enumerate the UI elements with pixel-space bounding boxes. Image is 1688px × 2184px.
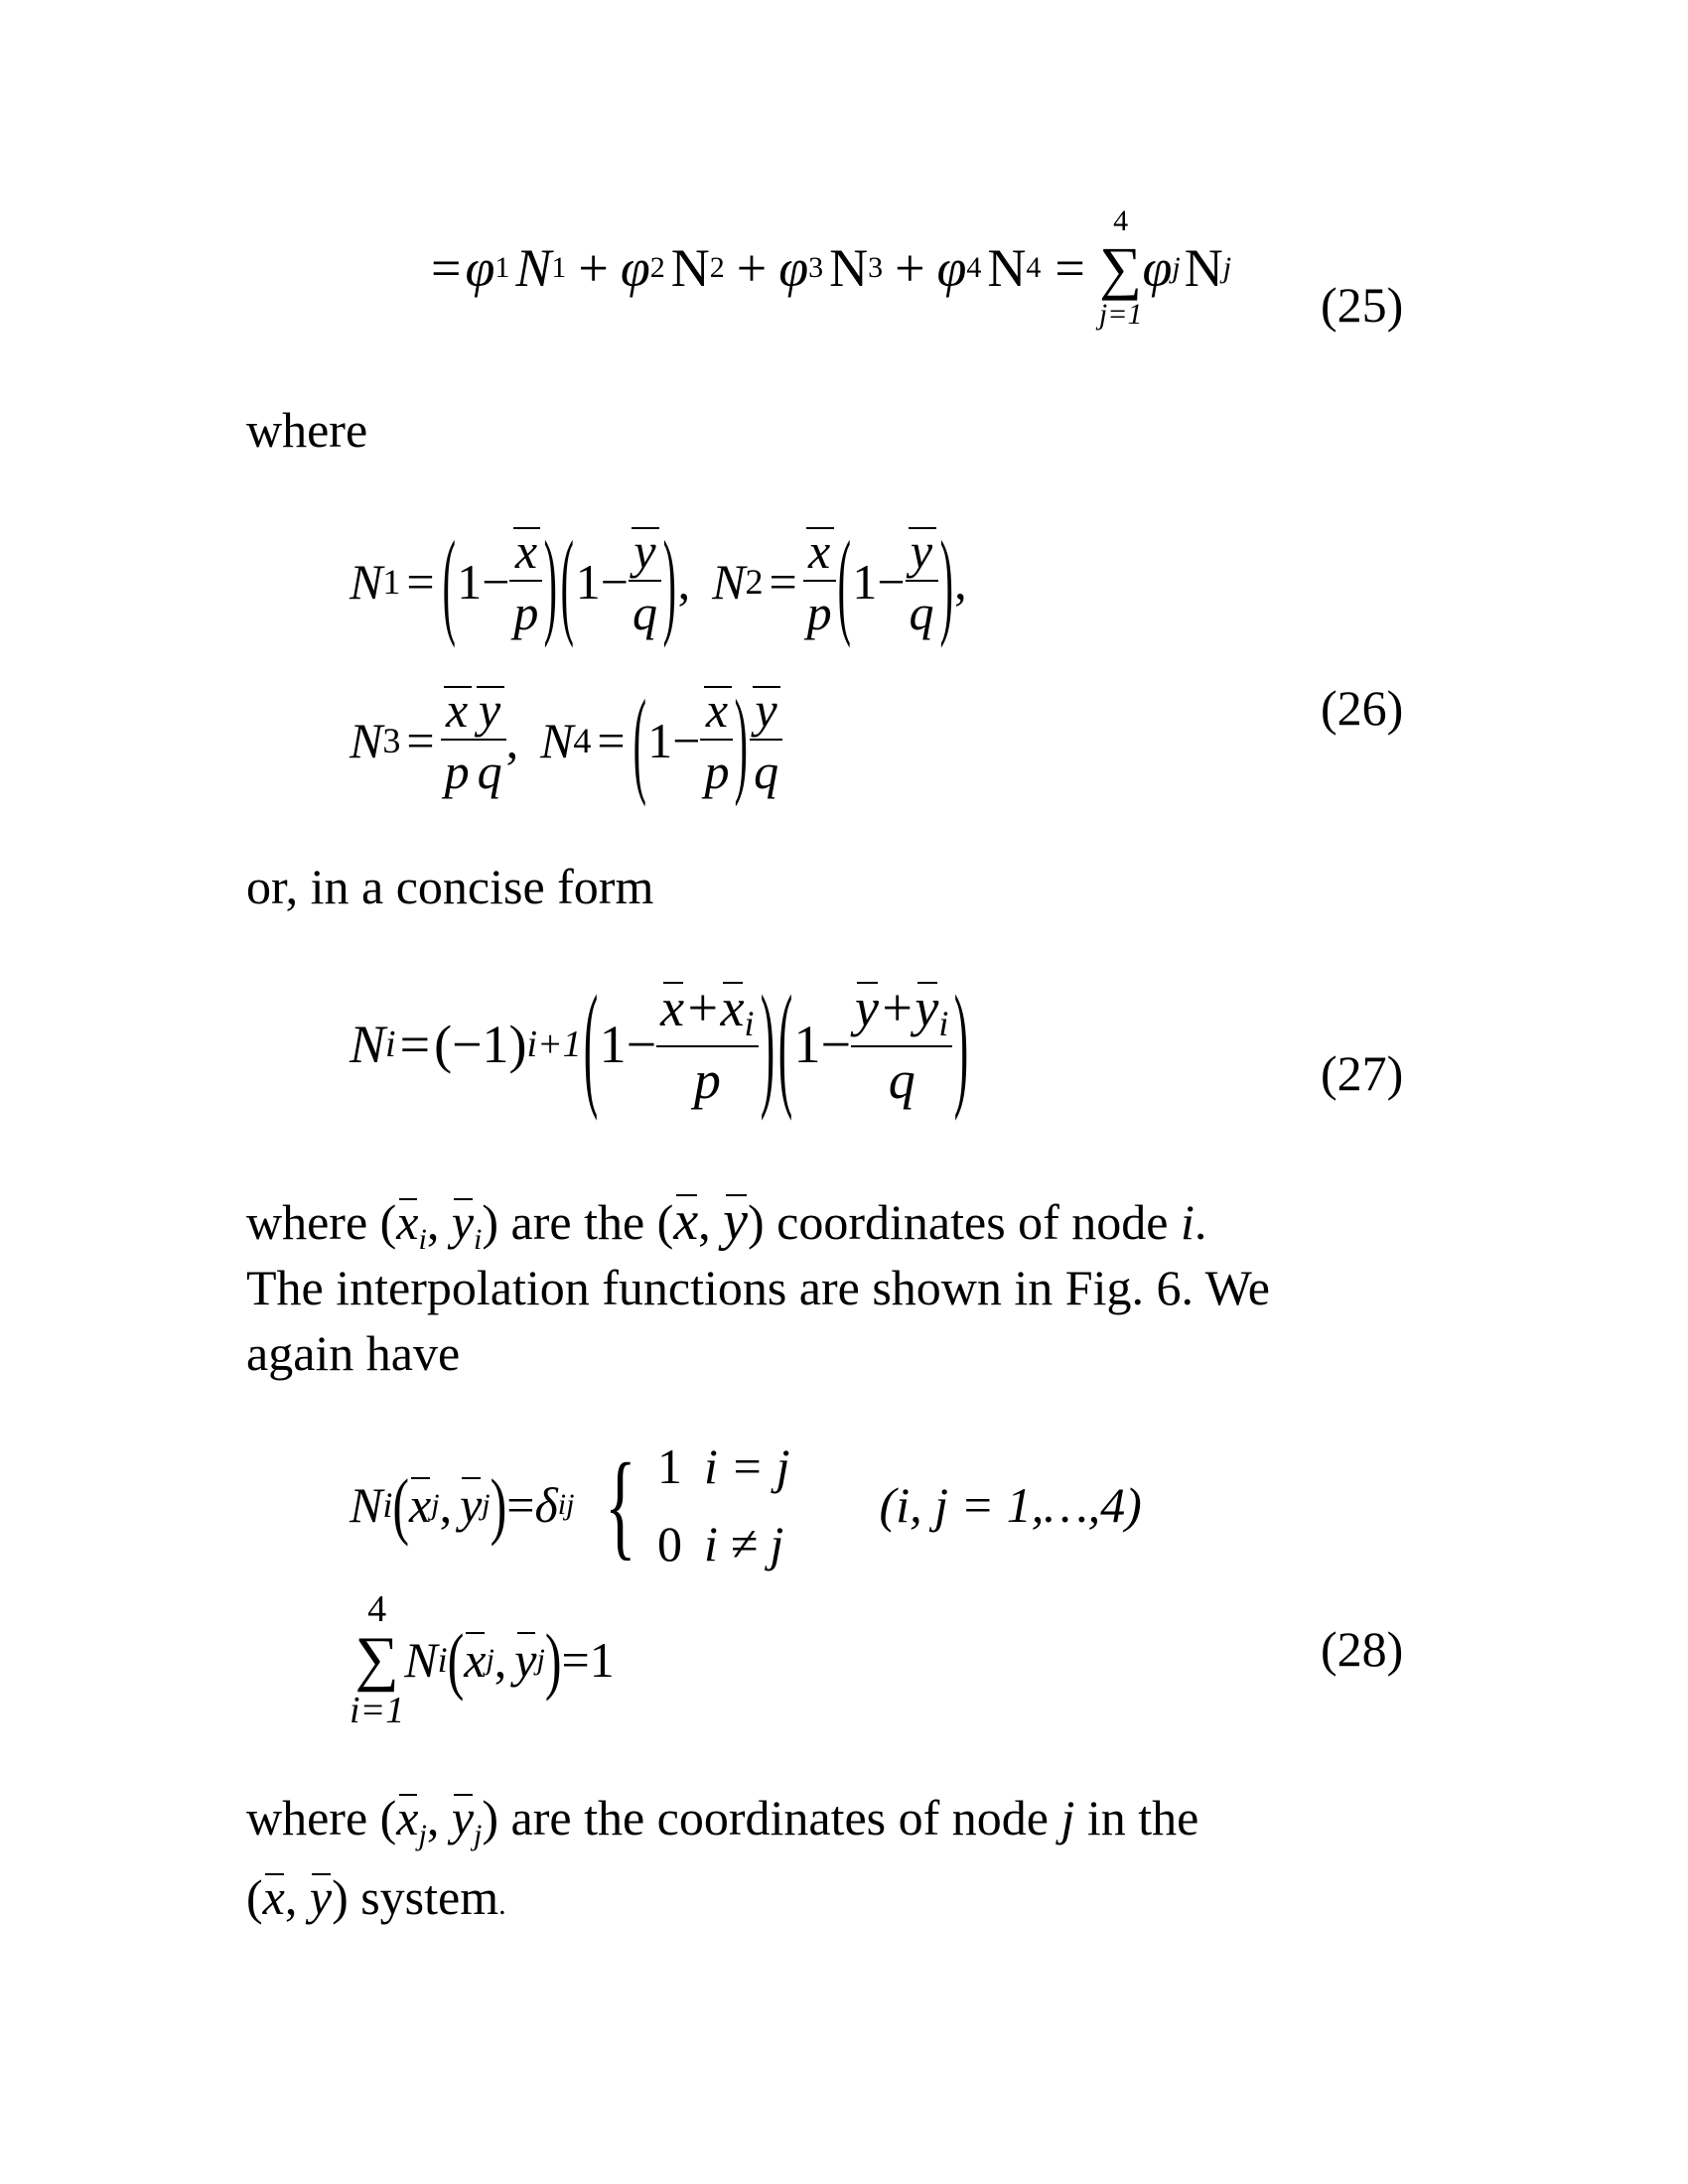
eq28-delta-index: ij [557,1488,575,1521]
eq26-xbar-3: x [441,685,474,741]
eq26-comma-1: , [677,554,691,610]
eq28-rparen-1: ) [490,1463,507,1547]
text-where-3-mid: ) are the coordinates of node [482,1790,1049,1845]
eq26-rparen-4: ) [735,673,749,808]
eq27-lparen-1: ( [583,966,598,1122]
eq25-idx-2: 2 [649,251,665,284]
equation-number-27: (27) [1321,1045,1404,1101]
eq28-N-index: i [382,1485,393,1525]
eq28-rparen-2: ) [544,1618,562,1702]
eq26-frac-y-q-3 [474,682,506,799]
eq26-p-4: p [704,744,730,799]
eq25-N-2: N [670,238,710,298]
eq26-q-3: q [477,744,502,799]
eq26-p-2: p [806,585,832,640]
eq26-N4-index: 4 [573,721,592,760]
eq26-xbar-4: x [700,685,733,741]
eq27-N-index: i [385,1023,396,1065]
eq26-rparen-2: ) [662,514,676,649]
eq26-one-2: 1 [575,554,601,610]
comma-xy-i: , [426,1194,440,1250]
eq28-xbar: x [409,1477,432,1533]
eq27-q: q [888,1050,915,1110]
eq28-case-1-cond: i = j [704,1438,790,1494]
eq26-eq-1: = [406,554,435,610]
eq27-num-x: $x+x_i$ [656,981,758,1047]
eq28-one: 1 [589,1632,615,1688]
eq25-sum-lower: j=1 [1098,298,1143,331]
ybar-i-index: i [474,1223,483,1256]
eq26-minus-2: − [600,554,629,610]
eq26-N3-index: 3 [382,721,401,760]
eq25-N-idx-4: 4 [1026,251,1042,284]
eq26-frac-y-q-2 [906,523,938,640]
ybar-global: y [723,1190,749,1252]
eq25-N-idx-3: 3 [868,251,884,284]
paragraph-system [246,1869,506,1925]
eq28-sigma: ∑ [354,1625,399,1693]
eq27-num-y: $y+y_i$ [851,981,952,1047]
eq25-phi-4: φ [936,238,967,298]
eq25-plus-3: + [895,238,925,298]
comma-xy-j: , [426,1790,440,1845]
eq25-idx-3: 3 [808,251,824,284]
eq25-phi-2: φ [620,238,650,298]
eq25-idx-1: 1 [494,251,510,284]
eq25-sigma: ∑ [1099,235,1143,301]
system-ybar: y [309,1869,333,1925]
eq28-case-0-cond: i ≠ j [704,1516,784,1571]
equation-26-line-2 [350,673,782,808]
text-concise-form: or, in a concise form [246,859,654,914]
eq28-sum [350,1590,404,1729]
eq27-rparen-1: ) [760,966,774,1122]
text-where-3-post: in the [1086,1790,1199,1845]
eq25-N-1: N [515,238,552,298]
eq28-x-index: j [431,1488,440,1521]
eq27-exponent: i+1 [526,1023,582,1065]
eq27-frac-x [656,978,758,1110]
comma-xy-global: , [698,1194,711,1250]
eq26-N3: N [350,713,383,768]
eq26-eq-3: = [406,713,435,768]
system-open-paren: ( [246,1869,263,1925]
eq28-equals-1: = [506,1477,535,1533]
eq25-phi-j: φ [1142,238,1173,298]
eq26-N4: N [540,713,574,768]
text-interpolation-line: The interpolation functions are shown in Fig. 6. We [246,1260,1270,1315]
eq27-minus-one: (−1) [434,1014,527,1074]
eq27-equals: = [399,1014,431,1074]
eq26-N2: N [712,554,746,610]
eq26-lparen-4: ( [633,673,646,808]
eq25-plus-2: + [736,238,768,298]
eq25-phi-1: φ [465,238,495,298]
eq28-y-index: j [482,1488,491,1521]
eq27-frac-y [851,978,952,1110]
equation-28-line-2 [350,1590,615,1729]
eq26-N2-index: 2 [745,562,764,602]
ybar-j-index: j [474,1819,483,1851]
eq25-sum-upper: 4 [1113,205,1129,237]
node-j: j [1060,1790,1075,1845]
system-xbar: x [262,1869,285,1925]
eq25-N-j: N [1184,238,1223,298]
eq28-lparen-2: ( [447,1618,465,1702]
eq26-frac-y-q-4 [750,682,782,799]
eq26-rparen-1: ) [544,514,558,649]
eq26-minus-1: − [482,554,510,610]
eq28-case-0-value: 0 [657,1516,683,1571]
eq26-one-3: 1 [852,554,878,610]
eq26-q-2: q [909,585,934,640]
eq26-q-4: q [754,744,779,799]
xbar-i-index: i [418,1223,427,1256]
eq28-brace: { [605,1438,637,1570]
equation-number-26: (26) [1321,680,1404,736]
eq25-equals-2: = [1055,238,1085,298]
text-again-have: again have [246,1325,461,1381]
paragraph-coordinates [246,1190,1207,1256]
eq26-ybar-2: y [906,526,938,582]
xbar-j-index: j [418,1819,427,1851]
eq27-lparen-2: ( [777,966,792,1122]
eq26-p-1: p [513,585,539,640]
eq26-one-1: 1 [457,554,483,610]
eq25-idx-4: 4 [966,251,982,284]
eq27-p: p [693,1050,721,1110]
eq25-sum [1099,206,1143,330]
eq26-N1: N [350,554,383,610]
eq28-y-index-2: j [536,1643,545,1676]
eq28-case-1 [657,1437,790,1495]
text-where-2-mid: ) are the ( [482,1194,674,1250]
eq28-delta: δ [534,1477,558,1533]
eq28-case-0 [657,1515,790,1572]
ybar-i: y [451,1194,475,1250]
eq28-equals-2: = [561,1632,590,1688]
eq28-comma-2: , [493,1632,507,1688]
eq26-frac-x-p-3 [441,682,474,799]
eq27-one-1: 1 [599,1014,627,1074]
eq28-comma: , [439,1477,453,1533]
period-2: . [498,1888,506,1921]
eq28-ybar: y [460,1477,483,1533]
eq28-N-2-index: i [437,1640,448,1680]
text-where-2-post: ) coordinates of node [748,1194,1169,1250]
eq25-N-idx-j: j [1222,251,1232,284]
eq27-minus-2: − [820,1014,851,1074]
eq25-N-3: N [829,238,869,298]
eq26-frac-y-q-1 [629,523,661,640]
eq26-xbar-1: x [509,526,542,582]
eq26-rparen-3: ) [939,514,953,649]
text-system: ) system [332,1869,499,1925]
eq28-case-1-value: 1 [657,1438,683,1494]
eq28-sum-lower: i=1 [350,1690,405,1731]
eq26-p-3: p [444,744,470,799]
xbar-j: x [396,1790,419,1845]
period-1: . [1194,1194,1207,1250]
text-where-2-pre: where ( [246,1194,397,1250]
eq26-N1-index: 1 [382,562,401,602]
eq26-comma-3: , [505,713,519,768]
eq28-lparen-1: ( [392,1463,410,1547]
equation-28-line-1 [350,1437,1142,1572]
xbar-i: x [396,1194,419,1250]
xbar-global: x [673,1190,699,1252]
eq28-range: (i, j = 1,…,4) [879,1477,1142,1533]
eq26-ybar-4: y [750,685,782,741]
eq26-lparen-1: ( [442,514,456,649]
paragraph-node-j [246,1790,1199,1851]
eq27-rparen-2: ) [954,966,969,1122]
eq26-minus-3: − [877,554,906,610]
eq25-plus-1: + [578,238,609,298]
equation-27 [350,966,970,1122]
eq26-frac-x-p-4 [700,682,733,799]
eq26-ybar-1: y [629,526,661,582]
eq26-frac-x-p-1 [509,523,542,640]
ybar-j: y [451,1790,475,1845]
eq27-minus-1: − [626,1014,657,1074]
eq26-one-4: 1 [647,713,673,768]
eq28-xbar-2: x [464,1632,487,1688]
eq27-one-2: 1 [793,1014,821,1074]
eq26-minus-4: − [672,713,701,768]
eq28-ybar-2: y [514,1632,537,1688]
eq28-N: N [350,1477,383,1533]
eq28-N-2: N [404,1632,438,1688]
eq25-equals: = [431,238,462,298]
eq25-phi-3: φ [778,238,809,298]
eq25-N-idx-1: 1 [551,251,567,284]
eq27-N: N [350,1014,386,1074]
system-comma: , [284,1869,298,1925]
eq25-N-4: N [987,238,1027,298]
text-where-3-pre: where ( [246,1790,397,1845]
eq26-comma-2: , [954,554,967,610]
equation-number-28: (28) [1321,1621,1404,1677]
eq26-eq-4: = [597,713,626,768]
eq28-x-index-2: j [486,1643,494,1676]
eq26-frac-x-p-2 [803,523,836,640]
eq26-q-1: q [632,585,657,640]
node-i: i [1181,1194,1195,1250]
eq26-eq-2: = [769,554,797,610]
eq26-xbar-2: x [803,526,836,582]
eq28-cases [657,1437,790,1572]
equation-number-25: (25) [1321,277,1404,333]
eq25-idx-j: j [1172,251,1181,284]
eq26-ybar-3: y [474,685,506,741]
equation-26-line-1 [350,514,967,649]
equation-25 [431,206,1231,330]
text-where-1: where [246,402,368,458]
eq26-lparen-2: ( [560,514,575,649]
eq28-sum-upper: 4 [367,1588,387,1630]
eq25-N-idx-2: 2 [709,251,725,284]
eq26-lparen-3: ( [837,514,851,649]
